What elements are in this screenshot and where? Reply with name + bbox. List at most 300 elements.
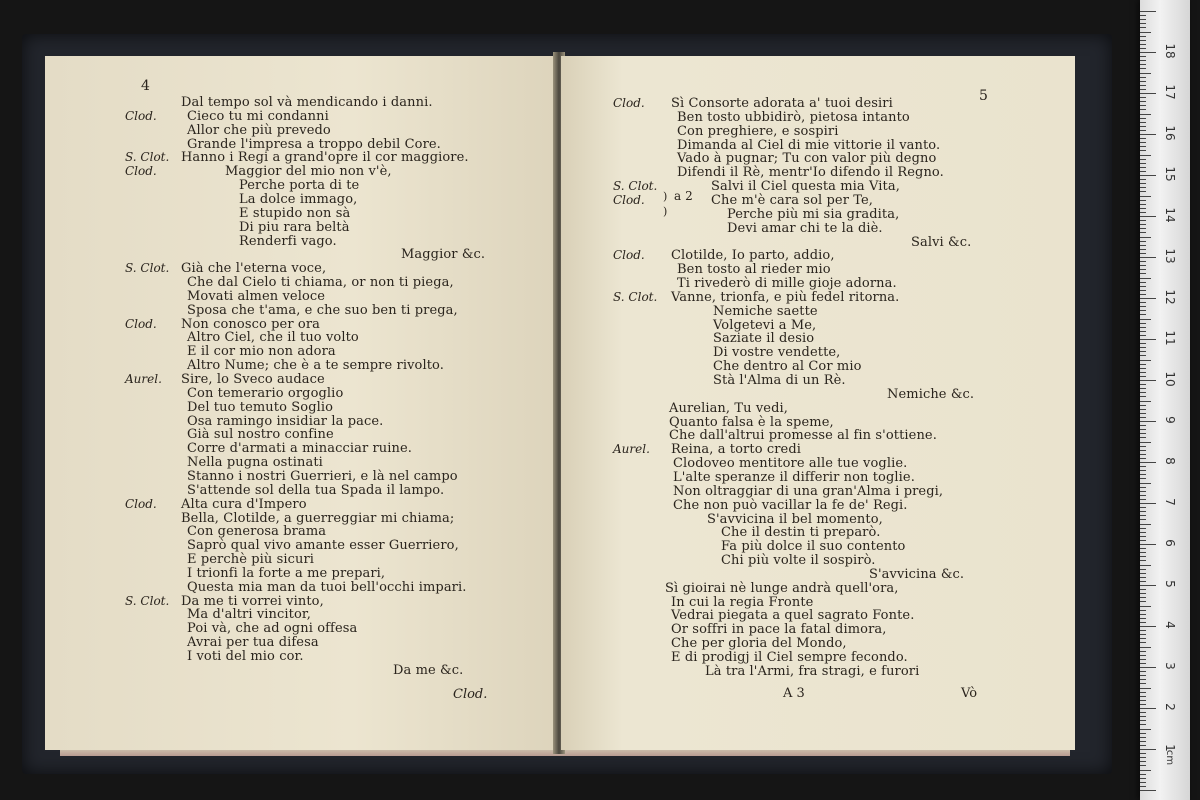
ruler-tick (1140, 183, 1146, 184)
ruler-tick (1140, 343, 1146, 344)
verse-line: S'avvicina &c. (869, 566, 965, 582)
ruler-tick (1140, 675, 1146, 676)
ruler-tick (1140, 19, 1146, 20)
ruler-tick (1140, 122, 1146, 123)
ruler-tick (1140, 323, 1146, 324)
ruler-tick (1140, 720, 1146, 721)
ruler-tick (1140, 32, 1151, 33)
ruler-tick (1140, 241, 1146, 242)
ruler-label: 2 (1163, 703, 1177, 711)
ruler-tick (1140, 306, 1146, 307)
verse-line: Nemiche &c. (887, 386, 975, 402)
verse-line: L'alte speranze il differir non toglie. (673, 469, 915, 485)
ruler-tick (1140, 376, 1146, 377)
verse-line: Maggior del mio non v'è, (225, 164, 392, 180)
ruler-tick (1140, 790, 1156, 791)
verse-line: Perche porta di te (239, 178, 360, 194)
verse-line: Nella pugna ostinati (187, 455, 323, 471)
ruler-tick (1140, 483, 1151, 484)
ruler-tick (1140, 478, 1146, 479)
verse-line: Saprò qual vivo amante esser Guerriero, (187, 538, 459, 554)
ruler-tick (1140, 712, 1146, 713)
ruler-tick (1140, 655, 1146, 656)
ruler-tick (1140, 64, 1146, 65)
ruler-tick (1140, 52, 1156, 53)
catchword: Vò (961, 686, 978, 701)
ruler-tick (1140, 733, 1146, 734)
ruler-tick (1140, 544, 1156, 545)
ruler-tick (1140, 351, 1146, 352)
verse-line: Saziate il desio (713, 331, 815, 347)
verse-line: Sire, lo Sveco audace (181, 372, 325, 387)
ruler-tick (1140, 105, 1146, 106)
verse-line: Che m'è cara sol per Te, (711, 192, 874, 208)
ruler-tick (1140, 565, 1151, 566)
ruler-tick (1140, 159, 1146, 160)
verse-line: Sposa che t'ama, e che suo ben ti prega, (187, 302, 458, 318)
ruler-tick (1140, 77, 1146, 78)
verse-line: Ben tosto ubbidirò, pietosa intanto (677, 109, 910, 125)
verse-line: Devi amar chi te la diè. (727, 220, 883, 236)
verse-line: Che il destin ti preparò. (721, 525, 881, 541)
page-number: 4 (141, 78, 150, 94)
ruler-label: 16 (1163, 125, 1177, 141)
speaker-label: Clod. (613, 96, 645, 110)
verse-line: Da me ti vorrei vinto, (181, 593, 324, 609)
ruler-tick (1140, 437, 1146, 438)
ruler-tick (1140, 401, 1151, 402)
catchword: Clod. (453, 687, 488, 702)
ruler-tick (1140, 606, 1151, 607)
ruler-tick (1140, 515, 1146, 516)
verse-line: Vado à pugnar; Tu con valor più degno (677, 151, 937, 167)
duet-mark: a 2 (674, 189, 693, 203)
ruler-label: 13 (1163, 248, 1177, 264)
ruler-tick (1140, 446, 1146, 447)
ruler-tick (1140, 429, 1146, 430)
ruler-tick (1140, 487, 1146, 488)
ruler-tick (1140, 724, 1146, 725)
page-number: 5 (979, 88, 988, 104)
ruler-tick (1140, 200, 1146, 201)
ruler-tick (1140, 302, 1146, 303)
ruler-tick (1140, 458, 1146, 459)
ruler-tick (1140, 528, 1146, 529)
ruler-tick (1140, 56, 1146, 57)
verse-line: Bella, Clotilde, a guerreggiar mi chiama; (181, 510, 455, 526)
ruler-tick (1140, 630, 1146, 631)
verse-line: Salvi il Ciel questa mia Vita, (711, 179, 900, 195)
speaker-label: S. Clot. (613, 289, 658, 304)
ruler-tick (1140, 138, 1146, 139)
ruler-tick (1140, 396, 1146, 397)
verse-line: Da me &c. (393, 662, 464, 678)
ruler-tick (1140, 626, 1156, 627)
verse-line: Stanno i nostri Guerrieri, e là nel campo (187, 468, 458, 484)
verse-line: Alta cura d'Impero (181, 496, 307, 512)
ruler-tick (1140, 216, 1156, 217)
verse-line: Sì Consorte adorata a' tuoi desiri (671, 96, 893, 111)
verse-line: Difendi il Rè, mentr'Io difendo il Regno. (677, 165, 944, 181)
ruler-label: 5 (1163, 580, 1177, 588)
ruler-tick (1140, 569, 1146, 570)
verse-line: Vanne, trionfa, e più fedel ritorna. (671, 289, 900, 305)
right-page (561, 56, 1075, 750)
ruler-tick (1140, 737, 1146, 738)
ruler-tick (1140, 532, 1146, 533)
speaker-label: S. Clot. (125, 150, 170, 165)
ruler-tick (1140, 249, 1146, 250)
verse-line: Che dal Cielo ti chiama, or non ti piega, (187, 275, 454, 291)
verse-line: Grande l'impresa a troppo debil Core. (187, 136, 441, 152)
ruler-tick (1140, 134, 1156, 135)
ruler-label: 12 (1163, 289, 1177, 305)
ruler-tick (1140, 503, 1156, 504)
verse-line: Nemiche saette (713, 303, 818, 319)
ruler-tick (1140, 765, 1146, 766)
ruler-tick (1140, 421, 1156, 422)
verse-line: E stupido non sà (239, 205, 351, 221)
ruler-tick (1140, 667, 1156, 668)
speaker-label: Clod. (125, 164, 157, 179)
ruler-tick (1140, 524, 1151, 525)
ruler-tick (1140, 44, 1146, 45)
ruler-tick (1140, 261, 1146, 262)
verse-line: I trionfi la forte a me prepari, (187, 565, 386, 581)
speaker-label: S. Clot. (613, 179, 658, 194)
ruler-tick (1140, 597, 1146, 598)
ruler-tick (1140, 442, 1151, 443)
verse-line: Hanno i Regi a grand'opre il cor maggiore. (181, 150, 469, 166)
ruler-tick (1140, 175, 1156, 176)
ruler-tick (1140, 671, 1146, 672)
ruler-tick (1140, 647, 1151, 648)
verse-line: E perchè più sicuri (187, 552, 315, 568)
ruler-tick (1140, 89, 1146, 90)
verse-line: S'attende sol della tua Spada il lampo. (187, 482, 445, 498)
ruler-tick (1140, 191, 1146, 192)
ruler-tick (1140, 327, 1146, 328)
ruler-tick (1140, 425, 1146, 426)
verse-line: Là tra l'Armi, fra stragi, e furori (705, 663, 920, 679)
verse-line: Perche più mi sia gradita, (727, 206, 900, 222)
ruler-label: 9 (1163, 416, 1177, 424)
ruler-tick (1140, 466, 1146, 467)
ruler-tick (1140, 286, 1146, 287)
ruler-tick (1140, 540, 1146, 541)
speaker-label: Aurel. (613, 442, 650, 457)
ruler-tick (1140, 60, 1146, 61)
ruler-tick (1140, 688, 1151, 689)
verse-line: Che non può vacillar la fe de' Regi. (673, 497, 908, 513)
verse-line: In cui la regia Fronte (671, 594, 814, 610)
ruler-tick (1140, 388, 1146, 389)
verse-line: S'avvicina il bel momento, (707, 511, 883, 527)
ruler-tick (1140, 27, 1146, 28)
verse-line: E il cor mio non adora (187, 344, 336, 360)
verse-line: Allor che più prevedo (187, 122, 331, 138)
ruler-tick (1140, 708, 1156, 709)
ruler-tick (1140, 314, 1146, 315)
ruler-tick (1140, 638, 1146, 639)
ruler-tick (1140, 618, 1146, 619)
ruler-tick (1140, 622, 1146, 623)
ruler-tick (1140, 651, 1146, 652)
verse-line: Avrai per tua difesa (187, 635, 319, 651)
ruler-tick (1140, 294, 1146, 295)
speaker-label: Aurel. (125, 372, 162, 386)
ruler-label: 17 (1163, 84, 1177, 100)
ruler-tick (1140, 548, 1146, 549)
verse-line: Di vostre vendette, (713, 345, 841, 361)
ruler-label: 15 (1163, 166, 1177, 182)
ruler-tick (1140, 208, 1146, 209)
ruler-tick (1140, 433, 1146, 434)
ruler-tick (1140, 187, 1146, 188)
verse-line: Non conosco per ora (181, 316, 320, 332)
ruler-tick (1140, 11, 1156, 12)
verse-line: Clodoveo mentitore alle tue voglie. (673, 456, 908, 472)
ruler-tick (1140, 692, 1146, 693)
verse-line: Poi và, che ad ogni offesa (187, 621, 358, 637)
ruler-tick (1140, 774, 1146, 775)
ruler-tick (1140, 212, 1146, 213)
verse-line: Maggior &c. (401, 247, 486, 263)
ruler-tick (1140, 265, 1146, 266)
ruler-tick (1140, 237, 1151, 238)
ruler-tick (1140, 659, 1146, 660)
ruler-tick (1140, 232, 1146, 233)
ruler-tick (1140, 552, 1146, 553)
ruler-tick (1140, 196, 1151, 197)
verse-line: Del tuo temuto Soglio (187, 399, 334, 415)
ruler-tick (1140, 519, 1146, 520)
ruler-tick (1140, 73, 1151, 74)
ruler-tick (1140, 36, 1146, 37)
verse-line: Chi più volte il sospirò. (721, 553, 876, 569)
ruler-label: 3 (1163, 662, 1177, 670)
ruler-tick (1140, 507, 1146, 508)
verse-line: Già che l'eterna voce, (181, 261, 327, 277)
ruler-tick (1140, 331, 1146, 332)
ruler-tick (1140, 228, 1146, 229)
ruler-tick (1140, 224, 1146, 225)
ruler-tick (1140, 745, 1146, 746)
ruler-tick (1140, 220, 1146, 221)
ruler-tick (1140, 167, 1146, 168)
ruler-tick (1140, 171, 1146, 172)
verse-line: Che dentro al Cor mio (713, 359, 862, 375)
ruler-tick (1140, 163, 1146, 164)
ruler-tick (1140, 335, 1146, 336)
ruler-tick (1140, 48, 1146, 49)
verse-line: Di piu rara beltà (239, 219, 350, 235)
ruler-tick (1140, 130, 1146, 131)
ruler-label: 10 (1163, 371, 1177, 387)
ruler-tick (1140, 118, 1146, 119)
ruler-tick (1140, 392, 1146, 393)
ruler-tick (1140, 679, 1146, 680)
ruler-tick (1140, 204, 1146, 205)
ruler-tick (1140, 642, 1146, 643)
ruler-tick (1140, 770, 1151, 771)
ruler-tick (1140, 339, 1156, 340)
ruler-tick (1140, 700, 1146, 701)
ruler-tick (1140, 155, 1151, 156)
ruler-tick (1140, 581, 1146, 582)
ruler-tick (1140, 511, 1146, 512)
verse-line: Fa più dolce il suo contento (721, 539, 906, 555)
speaker-label: Clod. (613, 248, 645, 263)
ruler-tick (1140, 614, 1146, 615)
speaker-label: Clod. (125, 496, 157, 511)
speaker-label: Clod. (613, 192, 645, 207)
ruler-label: 4 (1163, 621, 1177, 629)
ruler-tick (1140, 355, 1146, 356)
ruler-tick (1140, 782, 1146, 783)
verse-line: Clotilde, Io parto, addio, (671, 248, 835, 264)
verse-line: Dimanda al Ciel di mie vittorie il vanto. (677, 137, 941, 153)
speaker-label: S. Clot. (125, 261, 170, 276)
ruler-tick (1140, 749, 1156, 750)
ruler-tick (1140, 536, 1146, 537)
ruler-tick (1140, 560, 1146, 561)
ruler-tick (1140, 273, 1146, 274)
ruler-tick (1140, 573, 1146, 574)
ruler-tick (1140, 753, 1146, 754)
verse-line: Già sul nostro confine (187, 427, 334, 443)
ruler-label: 18 (1163, 43, 1177, 59)
ruler-tick (1140, 93, 1156, 94)
left-page (45, 56, 557, 750)
verse-line: Sì gioirai nè lunge andrà quell'ora, (665, 580, 899, 596)
verse-line: Osa ramingo insidiar la pace. (187, 413, 384, 429)
verse-line: Stà l'Alma di un Rè. (713, 373, 846, 388)
ruler-tick (1140, 364, 1146, 365)
ruler-unit: cm (1164, 749, 1176, 766)
ruler-tick (1140, 298, 1156, 299)
verse-line: Non oltraggiar di una gran'Alma i pregi, (673, 483, 944, 499)
verse-line: Cieco tu mi condanni (187, 108, 329, 124)
ruler-tick (1140, 450, 1146, 451)
ruler-tick (1140, 245, 1146, 246)
verse-line: Con generosa brama (187, 524, 327, 540)
verse-line: Altro Nume; che è a te sempre rivolto. (187, 358, 444, 374)
ruler-tick (1140, 593, 1146, 594)
ruler-tick (1140, 310, 1146, 311)
ruler-label: 14 (1163, 207, 1177, 223)
verse-line: Che per gloria del Mondo, (671, 636, 847, 652)
ruler-tick (1140, 704, 1146, 705)
ruler-tick (1140, 601, 1146, 602)
ruler-tick (1140, 15, 1146, 16)
bracket-duet-mark: ) ) (663, 190, 668, 218)
ruler-tick (1140, 290, 1146, 291)
ruler-tick (1140, 179, 1146, 180)
ruler-tick (1140, 729, 1151, 730)
ruler-tick (1140, 114, 1151, 115)
verse-line: Che dall'altrui promesse al fin s'ottiene. (669, 428, 937, 444)
ruler-tick (1140, 413, 1146, 414)
ruler-label: 1 (1163, 744, 1177, 752)
ruler-tick (1140, 384, 1146, 385)
ruler-tick (1140, 454, 1146, 455)
verse-line: Ma d'altri vincitor, (187, 607, 312, 623)
ruler-label: 11 (1163, 330, 1177, 346)
signature-mark: A 3 (783, 686, 805, 701)
ruler-tick (1140, 634, 1146, 635)
ruler-tick (1140, 97, 1146, 98)
verse-line: Dal tempo sol và mendicando i danni. (181, 95, 433, 110)
ruler-tick (1140, 663, 1146, 664)
ruler-label: 6 (1163, 539, 1177, 547)
verse-line: Ben tosto al rieder mio (677, 262, 831, 278)
ruler-tick (1140, 589, 1146, 590)
ruler-tick (1140, 360, 1151, 361)
ruler-tick (1140, 610, 1146, 611)
verse-line: Aurelian, Tu vedi, (669, 400, 788, 416)
ruler-tick (1140, 409, 1146, 410)
ruler-tick (1140, 462, 1156, 463)
verse-line: La dolce immago, (239, 191, 358, 207)
ruler-tick (1140, 380, 1156, 381)
ruler-tick (1140, 253, 1146, 254)
ruler-tick (1140, 499, 1146, 500)
ruler-tick (1140, 23, 1146, 24)
ruler-tick (1140, 126, 1146, 127)
ruler-tick (1140, 68, 1146, 69)
ruler-tick (1140, 491, 1146, 492)
ruler-tick (1140, 101, 1146, 102)
verse-line: Questa mia man da tuoi bell'occhi impari. (187, 579, 467, 595)
ruler-tick (1140, 257, 1156, 258)
verse-line: I voti del mio cor. (187, 649, 304, 664)
verse-line: Quanto falsa è la speme, (669, 414, 834, 430)
measurement-ruler (1140, 0, 1190, 800)
verse-line: Corre d'armati a minacciar ruine. (187, 441, 413, 457)
ruler-tick (1140, 757, 1146, 758)
ruler-tick (1140, 405, 1146, 406)
ruler-tick (1140, 741, 1146, 742)
speaker-label: S. Clot. (125, 593, 170, 608)
ruler-tick (1140, 85, 1146, 86)
ruler-tick (1140, 278, 1151, 279)
ruler-label: 7 (1163, 498, 1177, 506)
ruler-tick (1140, 778, 1146, 779)
ruler-tick (1140, 319, 1151, 320)
ruler-tick (1140, 474, 1146, 475)
ruler-tick (1140, 150, 1146, 151)
ruler-tick (1140, 683, 1146, 684)
ruler-label: 8 (1163, 457, 1177, 465)
verse-line: Movati almen veloce (187, 288, 326, 304)
ruler-tick (1140, 577, 1146, 578)
ruler-tick (1140, 417, 1146, 418)
verse-line: Ti rivederò di mille gioje adorna. (677, 276, 897, 292)
ruler-tick (1140, 716, 1146, 717)
ruler-tick (1140, 347, 1146, 348)
verse-line: Con preghiere, e sospiri (677, 123, 839, 139)
verse-line: Salvi &c. (911, 234, 972, 250)
speaker-label: Clod. (125, 316, 157, 331)
verse-line: Or soffri in pace la fatal dimora, (671, 622, 887, 638)
ruler-tick (1140, 696, 1146, 697)
ruler-tick (1140, 585, 1156, 586)
verse-line: E di prodigj il Ciel sempre fecondo. (671, 650, 908, 665)
ruler-tick (1140, 368, 1146, 369)
ruler-tick (1140, 109, 1146, 110)
ruler-tick (1140, 470, 1146, 471)
